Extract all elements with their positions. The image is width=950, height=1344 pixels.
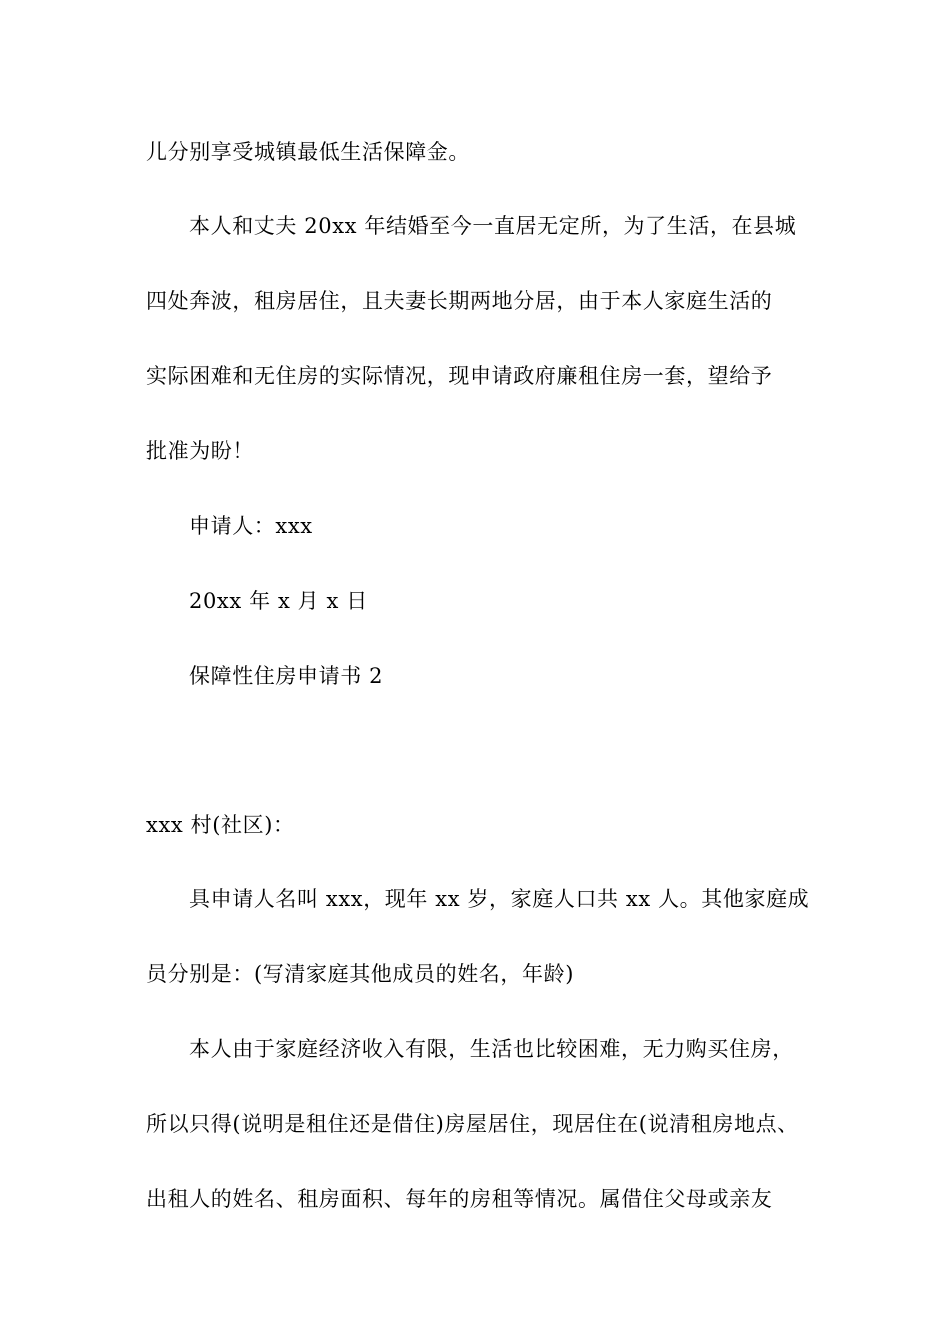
paragraph-line-11: 员分别是：(写清家庭其他成员的姓名，年龄) (146, 962, 574, 986)
paragraph-line-2: 本人和丈夫 20xx 年结婚至今一直居无定所，为了生活，在县城 (189, 214, 797, 238)
date-line: 20xx 年 x 月 x 日 (189, 589, 368, 613)
paragraph-line-4: 实际困难和无住房的实际情况，现申请政府廉租住房一套，望给予 (146, 364, 773, 388)
section-title: 保障性住房申请书 2 (189, 664, 384, 688)
paragraph-line-13: 所以只得(说明是租住还是借住)房屋居住，现居住在(说清租房地点、 (146, 1112, 799, 1136)
paragraph-line-14: 出租人的姓名、租房面积、每年的房租等情况。属借住父母或亲友 (146, 1187, 773, 1211)
text-line-1: 儿分别享受城镇最低生活保障金。 (146, 140, 470, 164)
applicant-line: 申请人：xxx (189, 514, 313, 538)
paragraph-line-5: 批准为盼！ (146, 439, 254, 463)
paragraph-line-12: 本人由于家庭经济收入有限，生活也比较困难，无力购买住房， (189, 1037, 794, 1061)
paragraph-line-3: 四处奔波，租房居住，且夫妻长期两地分居，由于本人家庭生活的 (146, 289, 773, 313)
salutation-line: xxx 村(社区)： (146, 813, 295, 837)
paragraph-line-10: 具申请人名叫 xxx，现年 xx 岁，家庭人口共 xx 人。其他家庭成 (189, 887, 810, 911)
